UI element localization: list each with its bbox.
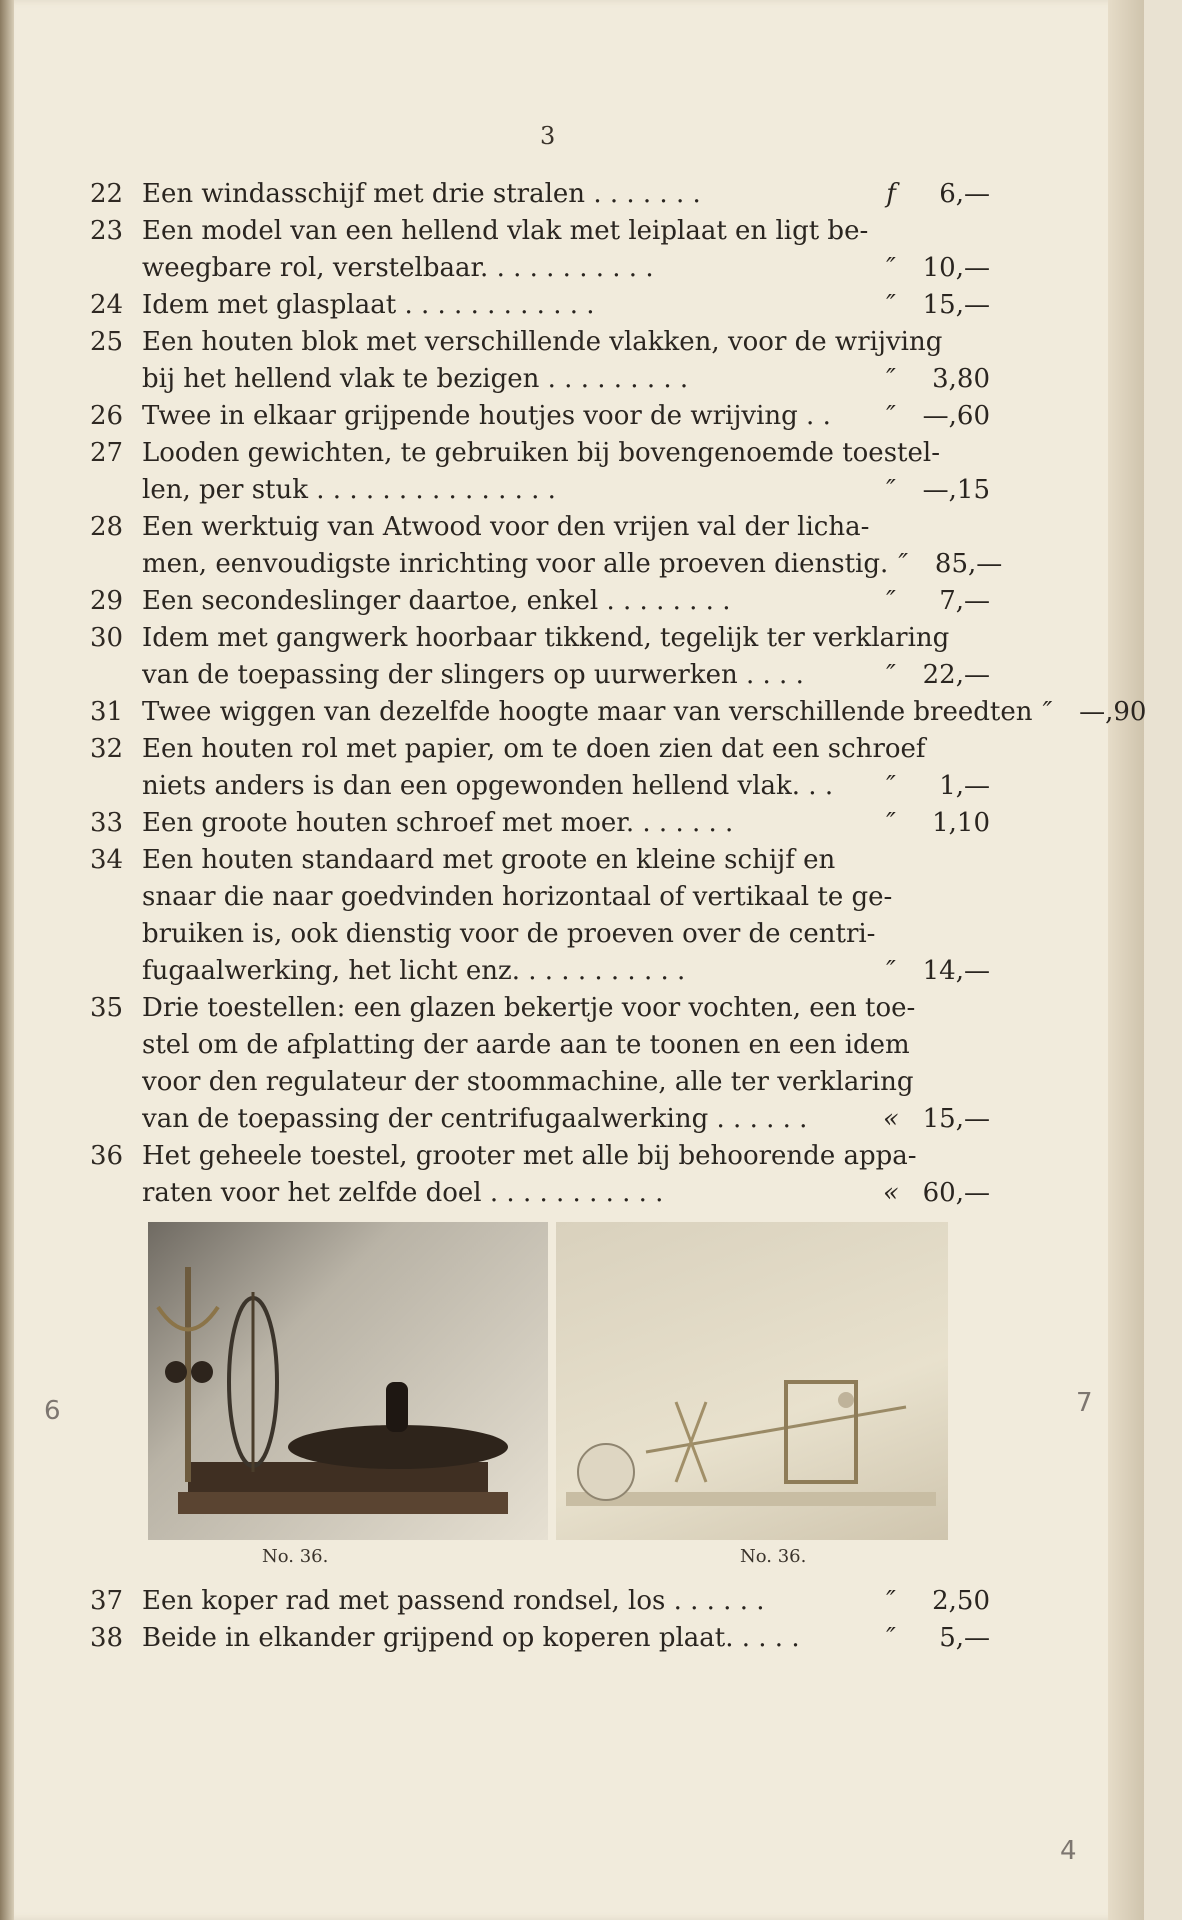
entry-price: 2,50 xyxy=(932,1586,990,1616)
entry-number: 26 xyxy=(90,401,124,431)
apparatus-illustration-right xyxy=(556,1222,948,1540)
entry-number: 22 xyxy=(90,179,124,209)
currency-mark: f xyxy=(886,179,896,209)
entry-text: van de toepassing der centrifugaalwerking . . . . . . xyxy=(142,1104,808,1134)
entry-price: 15,— xyxy=(922,290,990,320)
entry-line xyxy=(142,176,990,213)
entry-text: Een houten blok met verschillende vlakken, voor de wrijving xyxy=(142,327,943,357)
entry-number: 31 xyxy=(90,697,124,727)
entry-price: 7,— xyxy=(939,586,990,616)
entry-35 xyxy=(90,990,990,1138)
currency-mark: ″ xyxy=(886,290,896,320)
entry-text: len, per stuk . . . . . . . . . . . . . . . xyxy=(142,475,556,505)
entry-text: men, eenvoudigste inrichting voor alle proeven dienstig. xyxy=(142,549,889,579)
entry-line xyxy=(142,1064,990,1101)
entry-price: 3,80 xyxy=(932,364,990,394)
photo-caption-left: No. 36. xyxy=(262,1546,329,1567)
entry-text: Een werktuig van Atwood voor den vrijen val der licha- xyxy=(142,512,870,542)
entry-line xyxy=(142,953,990,990)
entry-price: 85,— xyxy=(934,549,1003,579)
page-number: 3 xyxy=(540,122,556,150)
apparatus-illustration-left xyxy=(148,1222,548,1540)
entry-line xyxy=(142,287,990,324)
entry-price: —,15 xyxy=(922,475,990,505)
entry-text: Beide in elkander grijpend op koperen plaat. . . . . xyxy=(142,1623,800,1653)
entry-line xyxy=(142,398,990,435)
entry-line xyxy=(142,657,990,694)
entry-line xyxy=(142,694,1146,731)
entry-price: 14,— xyxy=(922,956,990,986)
entry-line xyxy=(142,1138,990,1175)
margin-note-bottom: 4 xyxy=(1060,1836,1077,1866)
entry-text: raten voor het zelfde doel . . . . . . . . . . . xyxy=(142,1178,664,1208)
entry-number: 27 xyxy=(90,438,124,468)
photo-caption-right: No. 36. xyxy=(740,1546,807,1567)
entry-line xyxy=(142,1620,990,1657)
entry-number: 30 xyxy=(90,623,124,653)
entry-number: 33 xyxy=(90,808,124,838)
entry-price: 15,— xyxy=(922,1104,990,1134)
entry-34 xyxy=(90,842,990,990)
entry-text: Een model van een hellend vlak met leiplaat en ligt be- xyxy=(142,216,869,246)
entry-line xyxy=(142,1027,990,1064)
entry-number: 38 xyxy=(90,1623,124,1653)
entry-30 xyxy=(90,620,990,694)
entry-text: Een koper rad met passend rondsel, los . . . . . . xyxy=(142,1586,765,1616)
entry-line xyxy=(142,916,990,953)
currency-mark: ″ xyxy=(886,771,896,801)
catalogue-entries xyxy=(90,176,1147,1212)
currency-mark: ″ xyxy=(886,475,896,505)
entry-line xyxy=(142,213,990,250)
entry-text: Drie toestellen: een glazen bekertje voor vochten, een toe- xyxy=(142,993,916,1023)
entry-line xyxy=(142,509,1002,546)
currency-mark: ″ xyxy=(898,549,909,579)
entry-line xyxy=(142,768,990,805)
catalogue-entries-after xyxy=(90,1583,990,1657)
entry-number: 35 xyxy=(90,993,124,1023)
entry-line xyxy=(142,361,990,398)
entry-33 xyxy=(90,805,990,842)
entry-line xyxy=(142,1101,990,1138)
entry-text: snaar die naar goedvinden horizontaal of vertikaal te ge- xyxy=(142,882,893,912)
margin-note-right: 7 xyxy=(1076,1388,1093,1418)
entry-38 xyxy=(90,1620,990,1657)
photographs xyxy=(148,1222,948,1542)
currency-mark: ″ xyxy=(886,660,896,690)
entry-number: 34 xyxy=(90,845,124,875)
currency-mark: ″ xyxy=(886,364,896,394)
entry-28 xyxy=(90,509,1003,583)
entry-line xyxy=(142,583,990,620)
entry-37 xyxy=(90,1583,990,1620)
entry-text: Idem met gangwerk hoorbaar tikkend, tegelijk ter verklaring xyxy=(142,623,950,653)
currency-mark: ″ xyxy=(886,586,896,616)
entry-22 xyxy=(90,176,990,213)
entry-text: Looden gewichten, te gebruiken bij bovengenoemde toestel- xyxy=(142,438,940,468)
entry-line xyxy=(142,472,990,509)
binding-edge xyxy=(0,0,14,1920)
entry-price: 22,— xyxy=(922,660,990,690)
entry-23 xyxy=(90,213,990,287)
entry-text: Een secondeslinger daartoe, enkel . . . . . . . . xyxy=(142,586,731,616)
entry-price: 1,10 xyxy=(932,808,990,838)
entry-number: 23 xyxy=(90,216,124,246)
entry-number: 28 xyxy=(90,512,124,542)
entry-price: —,90 xyxy=(1079,697,1147,727)
entry-number: 24 xyxy=(90,290,124,320)
entry-line xyxy=(142,1583,990,1620)
currency-mark: « xyxy=(883,1104,899,1134)
entry-text: van de toepassing der slingers op uurwerken . . . . xyxy=(142,660,804,690)
currency-mark: ″ xyxy=(886,401,896,431)
entry-price: 5,— xyxy=(939,1623,990,1653)
entry-32 xyxy=(90,731,990,805)
entry-price: 10,— xyxy=(922,253,990,283)
entry-text: Een groote houten schroef met moer. . . . . . . xyxy=(142,808,734,838)
entry-text: Een houten standaard met groote en kleine schijf en xyxy=(142,845,836,875)
entry-price: 6,— xyxy=(939,179,990,209)
entry-line xyxy=(142,250,990,287)
entry-text: weegbare rol, verstelbaar. . . . . . . . . . . xyxy=(142,253,654,283)
photo-centrifugal-apparatus-right xyxy=(556,1222,948,1540)
currency-mark: ″ xyxy=(886,1586,896,1616)
entry-24 xyxy=(90,287,990,324)
page-edge xyxy=(1108,0,1144,1920)
entry-29 xyxy=(90,583,990,620)
entry-text: fugaalwerking, het licht enz. . . . . . . . . . . xyxy=(142,956,686,986)
entry-line xyxy=(142,842,990,879)
entry-31 xyxy=(90,694,1147,731)
entry-text: bruiken is, ook dienstig voor de proeven over de centri- xyxy=(142,919,876,949)
entry-text: Twee wiggen van dezelfde hoogte maar van verschillende breedten xyxy=(142,697,1033,727)
entry-price: 1,— xyxy=(939,771,990,801)
entry-text: Een windasschijf met drie stralen . . . . . . . xyxy=(142,179,701,209)
entry-25 xyxy=(90,324,990,398)
entry-number: 37 xyxy=(90,1586,124,1616)
entry-text: Het geheele toestel, grooter met alle bij behoorende appa- xyxy=(142,1141,917,1171)
entry-number: 29 xyxy=(90,586,124,616)
entry-number: 36 xyxy=(90,1141,124,1171)
currency-mark: ″ xyxy=(1042,697,1053,727)
entry-price: 60,— xyxy=(922,1178,990,1208)
entry-line xyxy=(142,879,990,916)
margin-note-left: 6 xyxy=(44,1396,61,1426)
entry-36 xyxy=(90,1138,990,1212)
currency-mark: ″ xyxy=(886,808,896,838)
entry-line xyxy=(142,731,990,768)
entry-text: Idem met glasplaat . . . . . . . . . . . . xyxy=(142,290,595,320)
entry-line xyxy=(142,324,990,361)
entry-27 xyxy=(90,435,990,509)
entry-price: —,60 xyxy=(922,401,990,431)
entry-line xyxy=(142,546,1002,583)
entry-line xyxy=(142,1175,990,1212)
entry-text: niets anders is dan een opgewonden hellend vlak. . . xyxy=(142,771,834,801)
currency-mark: ″ xyxy=(886,253,896,283)
entry-line xyxy=(142,435,990,472)
entry-text: voor den regulateur der stoommachine, alle ter verklaring xyxy=(142,1067,914,1097)
currency-mark: ″ xyxy=(886,1623,896,1653)
entry-line xyxy=(142,620,990,657)
entry-text: Een houten rol met papier, om te doen zien dat een schroef xyxy=(142,734,926,764)
currency-mark: « xyxy=(883,1178,899,1208)
entry-text: stel om de afplatting der aarde aan te toonen en een idem xyxy=(142,1030,910,1060)
entry-text: Twee in elkaar grijpende houtjes voor de wrijving . . xyxy=(142,401,831,431)
entry-line xyxy=(142,805,990,842)
photo-centrifugal-apparatus-left xyxy=(148,1222,548,1540)
entry-number: 25 xyxy=(90,327,124,357)
entry-text: bij het hellend vlak te bezigen . . . . . . . . . xyxy=(142,364,689,394)
currency-mark: ″ xyxy=(886,956,896,986)
entry-26 xyxy=(90,398,990,435)
entry-number: 32 xyxy=(90,734,124,764)
entry-line xyxy=(142,990,990,1027)
